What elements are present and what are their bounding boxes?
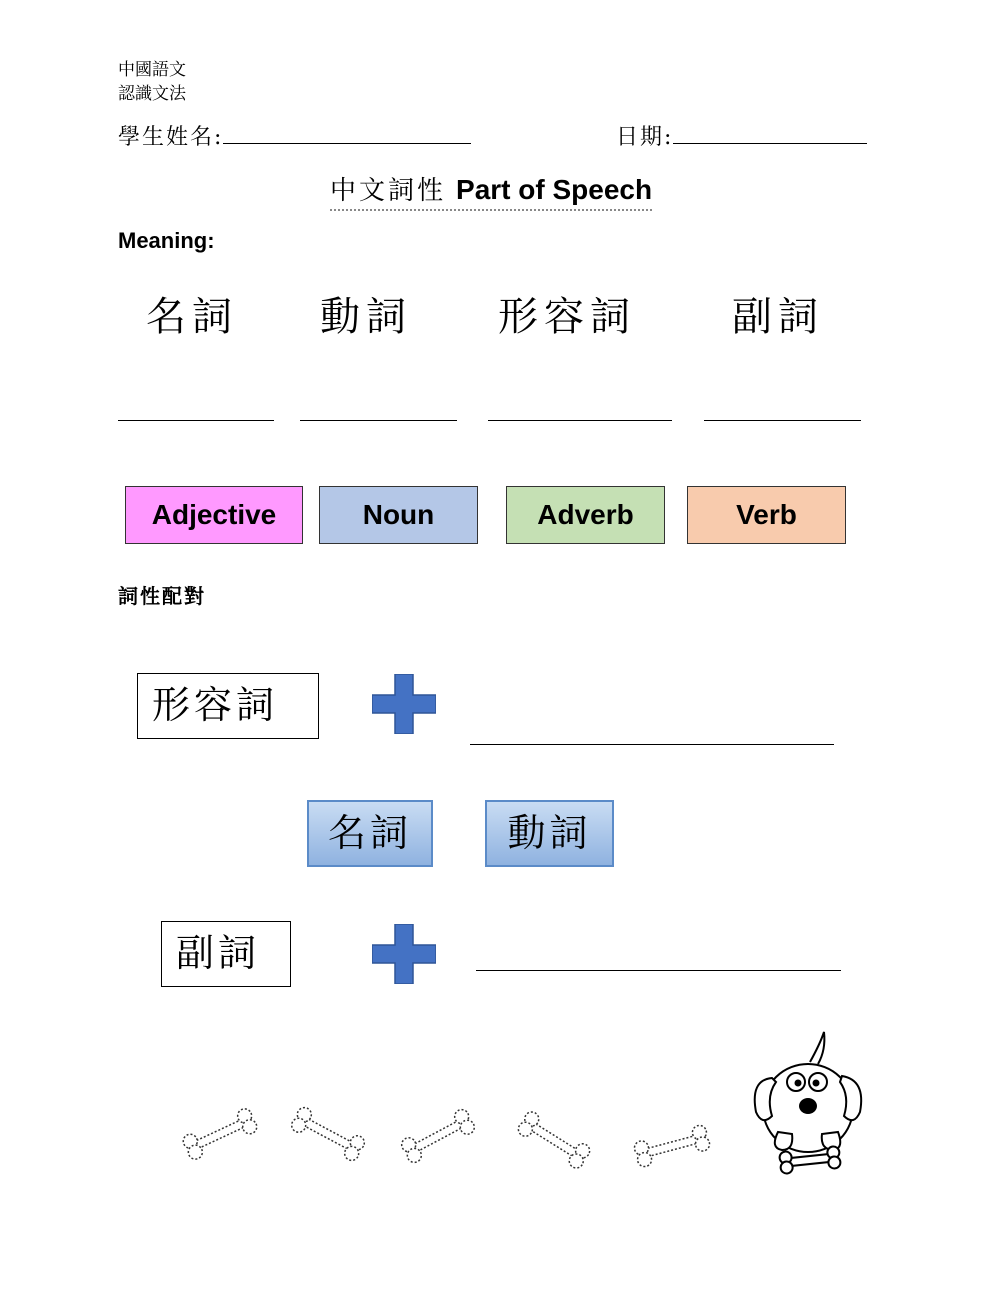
term-adverb: 副詞 — [732, 294, 824, 340]
topic-label: 認識文法 — [118, 84, 186, 104]
title-english: Part of Speech — [456, 174, 653, 205]
bone-icon — [289, 1105, 367, 1163]
date-field — [616, 120, 867, 151]
bone-icon — [516, 1109, 593, 1170]
student-name-label: 學生姓名: — [118, 125, 224, 150]
answer-line-adjective[interactable] — [488, 420, 672, 421]
title-chinese: 中文詞性 — [330, 176, 447, 206]
term-adjective: 形容詞 — [498, 294, 636, 340]
subject-label: 中國語文 — [118, 60, 186, 80]
term-noun: 名詞 — [146, 294, 238, 340]
bone-icon — [399, 1107, 477, 1165]
student-name-blank[interactable] — [223, 143, 471, 144]
answer-line-noun[interactable] — [118, 420, 274, 421]
tile-noun[interactable]: 名詞 — [307, 800, 433, 867]
chip-noun[interactable]: Noun — [319, 486, 478, 544]
plus-icon — [372, 674, 436, 734]
bone-icon — [633, 1124, 711, 1168]
dog-icon — [748, 1030, 868, 1180]
meaning-label: Meaning: — [118, 228, 215, 253]
date-label: 日期: — [616, 125, 674, 150]
answer-line-verb[interactable] — [300, 420, 457, 421]
term-verb: 動詞 — [320, 294, 412, 340]
tile-verb[interactable]: 動詞 — [485, 800, 614, 867]
chip-adverb[interactable]: Adverb — [506, 486, 665, 544]
drop-line-row2[interactable] — [476, 970, 841, 971]
chip-verb[interactable]: Verb — [687, 486, 846, 544]
drop-line-row1[interactable] — [470, 744, 834, 745]
matching-term-adjective: 形容詞 — [137, 673, 319, 739]
matching-label: 詞性配對 — [118, 584, 206, 608]
chip-adjective[interactable]: Adjective — [125, 486, 303, 544]
student-name-field — [118, 120, 471, 151]
bones-decoration — [180, 1100, 740, 1180]
matching-term-adverb: 副詞 — [161, 921, 291, 987]
bone-icon — [181, 1107, 259, 1162]
date-blank[interactable] — [673, 143, 867, 144]
page-title — [330, 170, 652, 211]
plus-icon — [372, 924, 436, 984]
answer-line-adverb[interactable] — [704, 420, 861, 421]
